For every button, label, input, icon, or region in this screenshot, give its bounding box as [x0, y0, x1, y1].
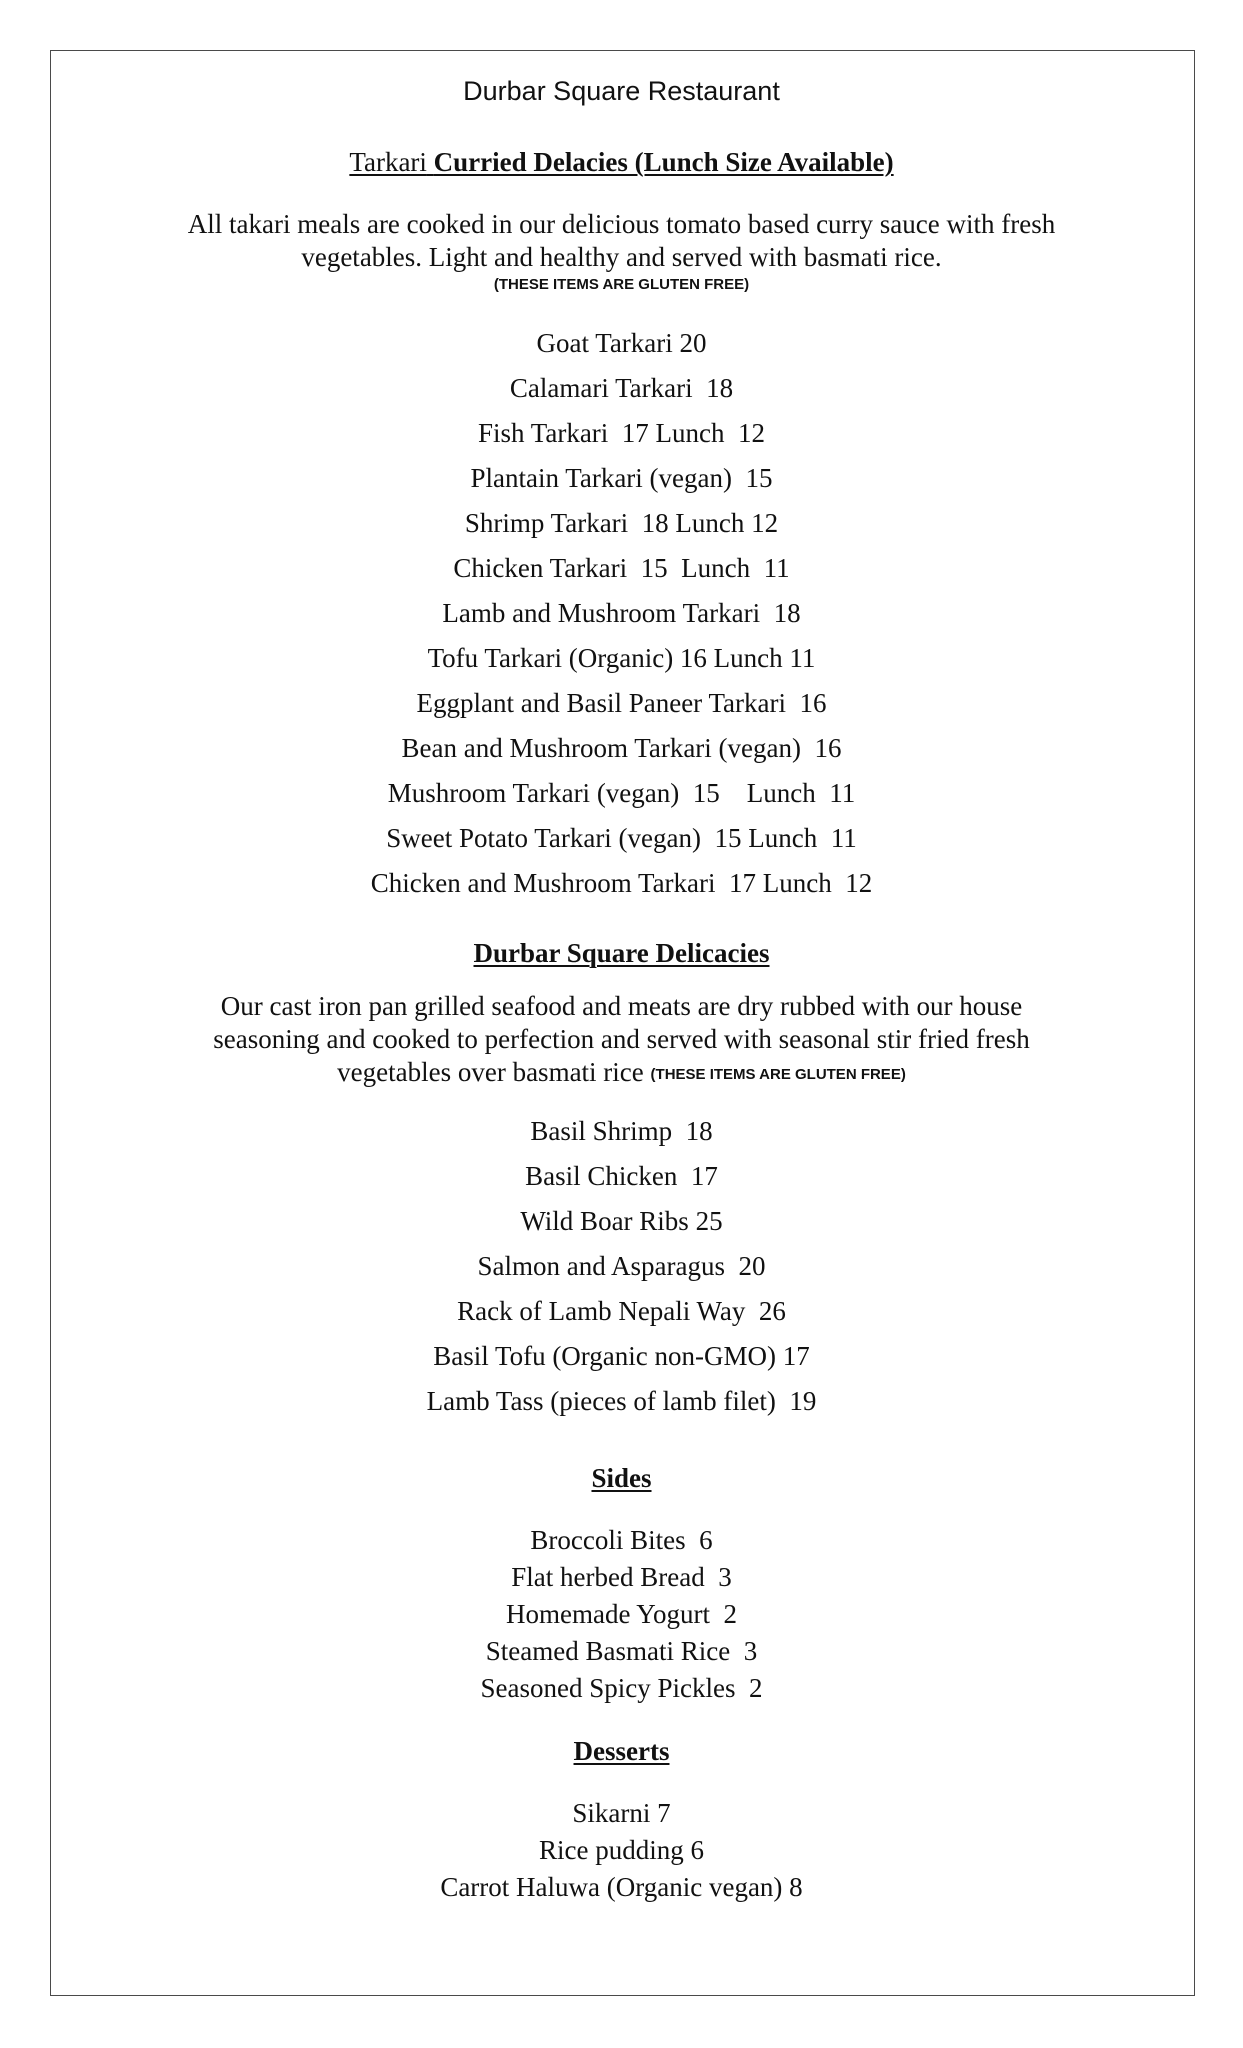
side-item: Flat herbed Bread 3 [511, 1562, 732, 1592]
tarkari-item: Chicken Tarkari 15 Lunch 11 [453, 553, 790, 583]
delicacy-item: Basil Shrimp 18 [530, 1116, 713, 1146]
delicacies-description-line-1: Our cast iron pan grilled seafood and meats are dry rubbed with our house [220, 991, 1023, 1021]
restaurant-name: Durbar Square Restaurant [463, 76, 780, 106]
delicacy-item: Salmon and Asparagus 20 [477, 1251, 766, 1281]
tarkari-description-line-1: All takari meals are cooked in our delicious tomato based curry sauce with fresh [187, 209, 1056, 239]
desserts-heading: Desserts [573, 1736, 670, 1766]
side-item: Broccoli Bites 6 [530, 1525, 713, 1555]
delicacies-description-line-2: seasoning and cooked to perfection and served with seasonal stir fried fresh [213, 1024, 1030, 1054]
tarkari-item: Bean and Mushroom Tarkari (vegan) 16 [401, 733, 842, 763]
tarkari-item: Chicken and Mushroom Tarkari 17 Lunch 12 [370, 868, 873, 898]
tarkari-item: Eggplant and Basil Paneer Tarkari 16 [416, 688, 827, 718]
tarkari-description-line-2: vegetables. Light and healthy and served with basmati rice. [301, 242, 942, 272]
tarkari-item: Plantain Tarkari (vegan) 15 [470, 463, 773, 493]
dessert-item: Carrot Haluwa (Organic vegan) 8 [440, 1872, 803, 1902]
delicacy-item: Wild Boar Ribs 25 [520, 1206, 723, 1236]
delicacies-description-line-3 [0, 1059, 1243, 1086]
side-item: Steamed Basmati Rice 3 [485, 1636, 758, 1666]
tarkari-item: Lamb and Mushroom Tarkari 18 [442, 598, 801, 628]
delicacy-item: Rack of Lamb Nepali Way 26 [457, 1296, 786, 1326]
tarkari-item: Sweet Potato Tarkari (vegan) 15 Lunch 11 [386, 823, 857, 853]
delicacies-heading: Durbar Square Delicacies [473, 938, 770, 968]
tarkari-item: Fish Tarkari 17 Lunch 12 [477, 418, 766, 448]
delicacies-description-text: vegetables over basmati rice [337, 1057, 644, 1087]
dessert-item: Sikarni 7 [572, 1798, 671, 1828]
dessert-item: Rice pudding 6 [539, 1835, 704, 1865]
tarkari-item: Goat Tarkari 20 [536, 328, 707, 358]
delicacy-item: Lamb Tass (pieces of lamb filet) 19 [426, 1386, 817, 1416]
side-item: Homemade Yogurt 2 [506, 1599, 737, 1629]
tarkari-item: Shrimp Tarkari 18 Lunch 12 [464, 508, 779, 538]
delicacies-gluten-free-note: (THESE ITEMS ARE GLUTEN FREE) [650, 1066, 906, 1083]
delicacy-item: Basil Tofu (Organic non-GMO) 17 [433, 1341, 810, 1371]
tarkari-item: Calamari Tarkari 18 [509, 373, 734, 403]
tarkari-heading-plain: Tarkari [349, 147, 427, 177]
tarkari-item: Mushroom Tarkari (vegan) 15 Lunch 11 [387, 778, 856, 808]
sides-heading: Sides [591, 1463, 652, 1493]
tarkari-gluten-free-note: (THESE ITEMS ARE GLUTEN FREE) [493, 276, 750, 293]
tarkari-item: Tofu Tarkari (Organic) 16 Lunch 11 [427, 643, 816, 673]
tarkari-heading-bold: Curried Delacies (Lunch Size Available) [433, 147, 894, 177]
side-item: Seasoned Spicy Pickles 2 [480, 1673, 763, 1703]
delicacy-item: Basil Chicken 17 [525, 1161, 718, 1191]
tarkari-heading [0, 149, 1243, 176]
